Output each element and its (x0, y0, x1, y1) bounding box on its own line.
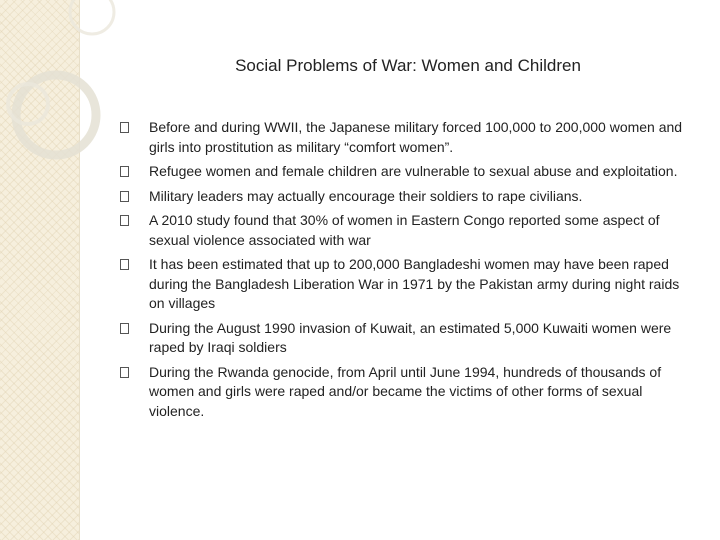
slide-title: Social Problems of War: Women and Children (235, 56, 581, 75)
bullet-text: During the Rwanda genocide, from April until June 1994, hundreds of thousands of women and girls were raped and/or became the victims of other forms of sexual violence. (149, 363, 662, 419)
bullet-text: A 2010 study found that 30% of women in Eastern Congo reported some aspect of sexual violence associated with war (149, 212, 660, 248)
bullet-text: Military leaders may actually encourage their soldiers to rape civilians. (149, 187, 583, 204)
bullet-text: During the August 1990 invasion of Kuwait, an estimated 5,000 Kuwaiti women were raped by Iraqi soldiers (149, 319, 672, 355)
bullet-box-icon (120, 367, 129, 378)
large-ring-circle (16, 75, 96, 155)
bullet-text: Refugee women and female children are vulnerable to sexual abuse and exploitation. (149, 163, 678, 179)
bullet-item (120, 319, 690, 358)
bullet-text: Before and during WWII, the Japanese military forced 100,000 to 200,000 women and girls into prostitution as military “comfort women”. (149, 119, 683, 155)
bullet-box-icon (120, 323, 129, 334)
bullet-item (120, 255, 690, 314)
bullet-item (120, 118, 690, 157)
bullet-box-icon (120, 122, 129, 133)
bullet-text: It has been estimated that up to 200,000 Bangladeshi women may have been raped during the Bangladesh Liberation War in 1971 by the Pakistan army during night raids on villages (149, 256, 680, 311)
bullet-item (120, 363, 690, 422)
bullet-item (120, 162, 690, 182)
bullet-item (120, 187, 690, 207)
bullet-box-icon (120, 166, 129, 177)
bullet-box-icon (120, 259, 129, 270)
bullet-item (120, 211, 690, 250)
bullet-box-icon (120, 215, 129, 226)
bullet-box-icon (120, 191, 129, 202)
top-ring-circle (70, 0, 114, 34)
bullet-list (120, 118, 690, 426)
